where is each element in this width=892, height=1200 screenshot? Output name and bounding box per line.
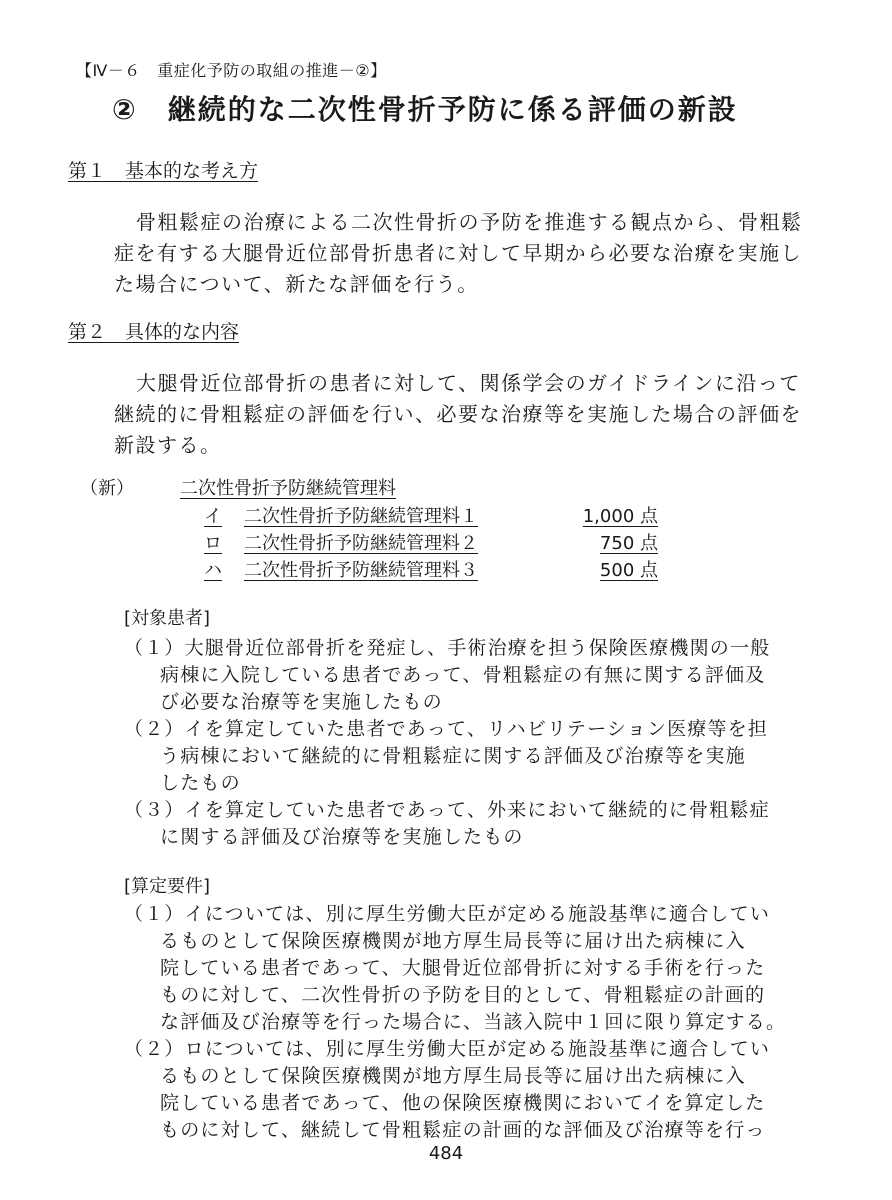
section1-line: 症を有する大腿骨近位部骨折患者に対して早期から必要な治療を実施し <box>114 241 802 265</box>
target-line: したもの <box>160 772 241 794</box>
section-tag: 【Ⅳ－６ 重症化予防の取組の推進－②】 <box>76 61 387 80</box>
fee-item-mark: ロ <box>204 533 222 554</box>
target-line: に関する評価及び治療等を実施したもの <box>160 826 524 848</box>
target-heading: [対象患者] <box>124 608 211 629</box>
requirement-line: な評価及び治療等を行った場合に、当該入院中１回に限り算定する。 <box>160 1011 787 1033</box>
fee-item-name: 二次性骨折予防継続管理料３ <box>244 560 478 581</box>
target-line: （３）イを算定していた患者であって、外来において継続的に骨粗鬆症 <box>124 799 770 821</box>
fee-item-name: 二次性骨折予防継続管理料２ <box>244 533 478 554</box>
requirement-line: ものに対して、二次性骨折の予防を目的として、骨粗鬆症の計画的 <box>160 984 766 1006</box>
target-line: （１）大腿骨近位部骨折を発症し、手術治療を担う保険医療機関の一般 <box>124 637 771 659</box>
section1-line: た場合について、新たな評価を行う。 <box>114 272 479 296</box>
fee-item-mark: ハ <box>204 560 222 581</box>
target-line: う病棟において継続的に骨粗鬆症に関する評価及び治療等を実施 <box>160 745 746 767</box>
fee-item-points: 1,000 点 <box>582 506 658 527</box>
fee-item-points: 750 点 <box>599 533 658 554</box>
new-label: （新） <box>80 478 134 499</box>
requirement-line: ものに対して、継続して骨粗鬆症の計画的な評価及び治療等を行っ <box>160 1119 766 1141</box>
target-line: （２）イを算定していた患者であって、リハビリテーション医療等を担 <box>124 718 769 740</box>
page-title: ② 継続的な二次性骨折予防に係る評価の新設 <box>112 93 738 126</box>
section1-line: 骨粗鬆症の治療による二次性骨折の予防を推進する観点から、骨粗鬆 <box>136 210 803 234</box>
section2-line: 新設する。 <box>114 433 222 457</box>
section2-line: 継続的に骨粗鬆症の評価を行い、必要な治療等を実施した場合の評価を <box>114 402 802 426</box>
requirement-line: 院している患者であって、他の保険医療機関においてイを算定した <box>160 1092 766 1114</box>
requirement-line: るものとして保険医療機関が地方厚生局長等に届け出た病棟に入 <box>160 930 746 952</box>
section2-line: 大腿骨近位部骨折の患者に対して、関係学会のガイドラインに沿って <box>136 371 801 395</box>
target-line: 病棟に入院している患者であって、骨粗鬆症の有無に関する評価及 <box>160 664 766 686</box>
fee-name: 二次性骨折予防継続管理料 <box>180 478 396 499</box>
page-number: 484 <box>428 1143 464 1164</box>
fee-item-mark: イ <box>204 506 222 527</box>
requirement-line: 院している患者であって、大腿骨近位部骨折に対する手術を行った <box>160 957 766 979</box>
fee-item-points: 500 点 <box>599 560 658 581</box>
section2-heading: 第２ 具体的な内容 <box>68 321 240 343</box>
fee-item-name: 二次性骨折予防継続管理料１ <box>244 506 478 527</box>
target-line: び必要な治療等を実施したもの <box>160 691 443 713</box>
section1-heading: 第１ 基本的な考え方 <box>68 160 259 182</box>
requirements-heading: [算定要件] <box>124 876 211 897</box>
requirement-line: るものとして保険医療機関が地方厚生局長等に届け出た病棟に入 <box>160 1065 746 1087</box>
requirement-line: （２）ロについては、別に厚生労働大臣が定める施設基準に適合してい <box>124 1038 771 1060</box>
requirement-line: （１）イについては、別に厚生労働大臣が定める施設基準に適合してい <box>124 903 771 925</box>
